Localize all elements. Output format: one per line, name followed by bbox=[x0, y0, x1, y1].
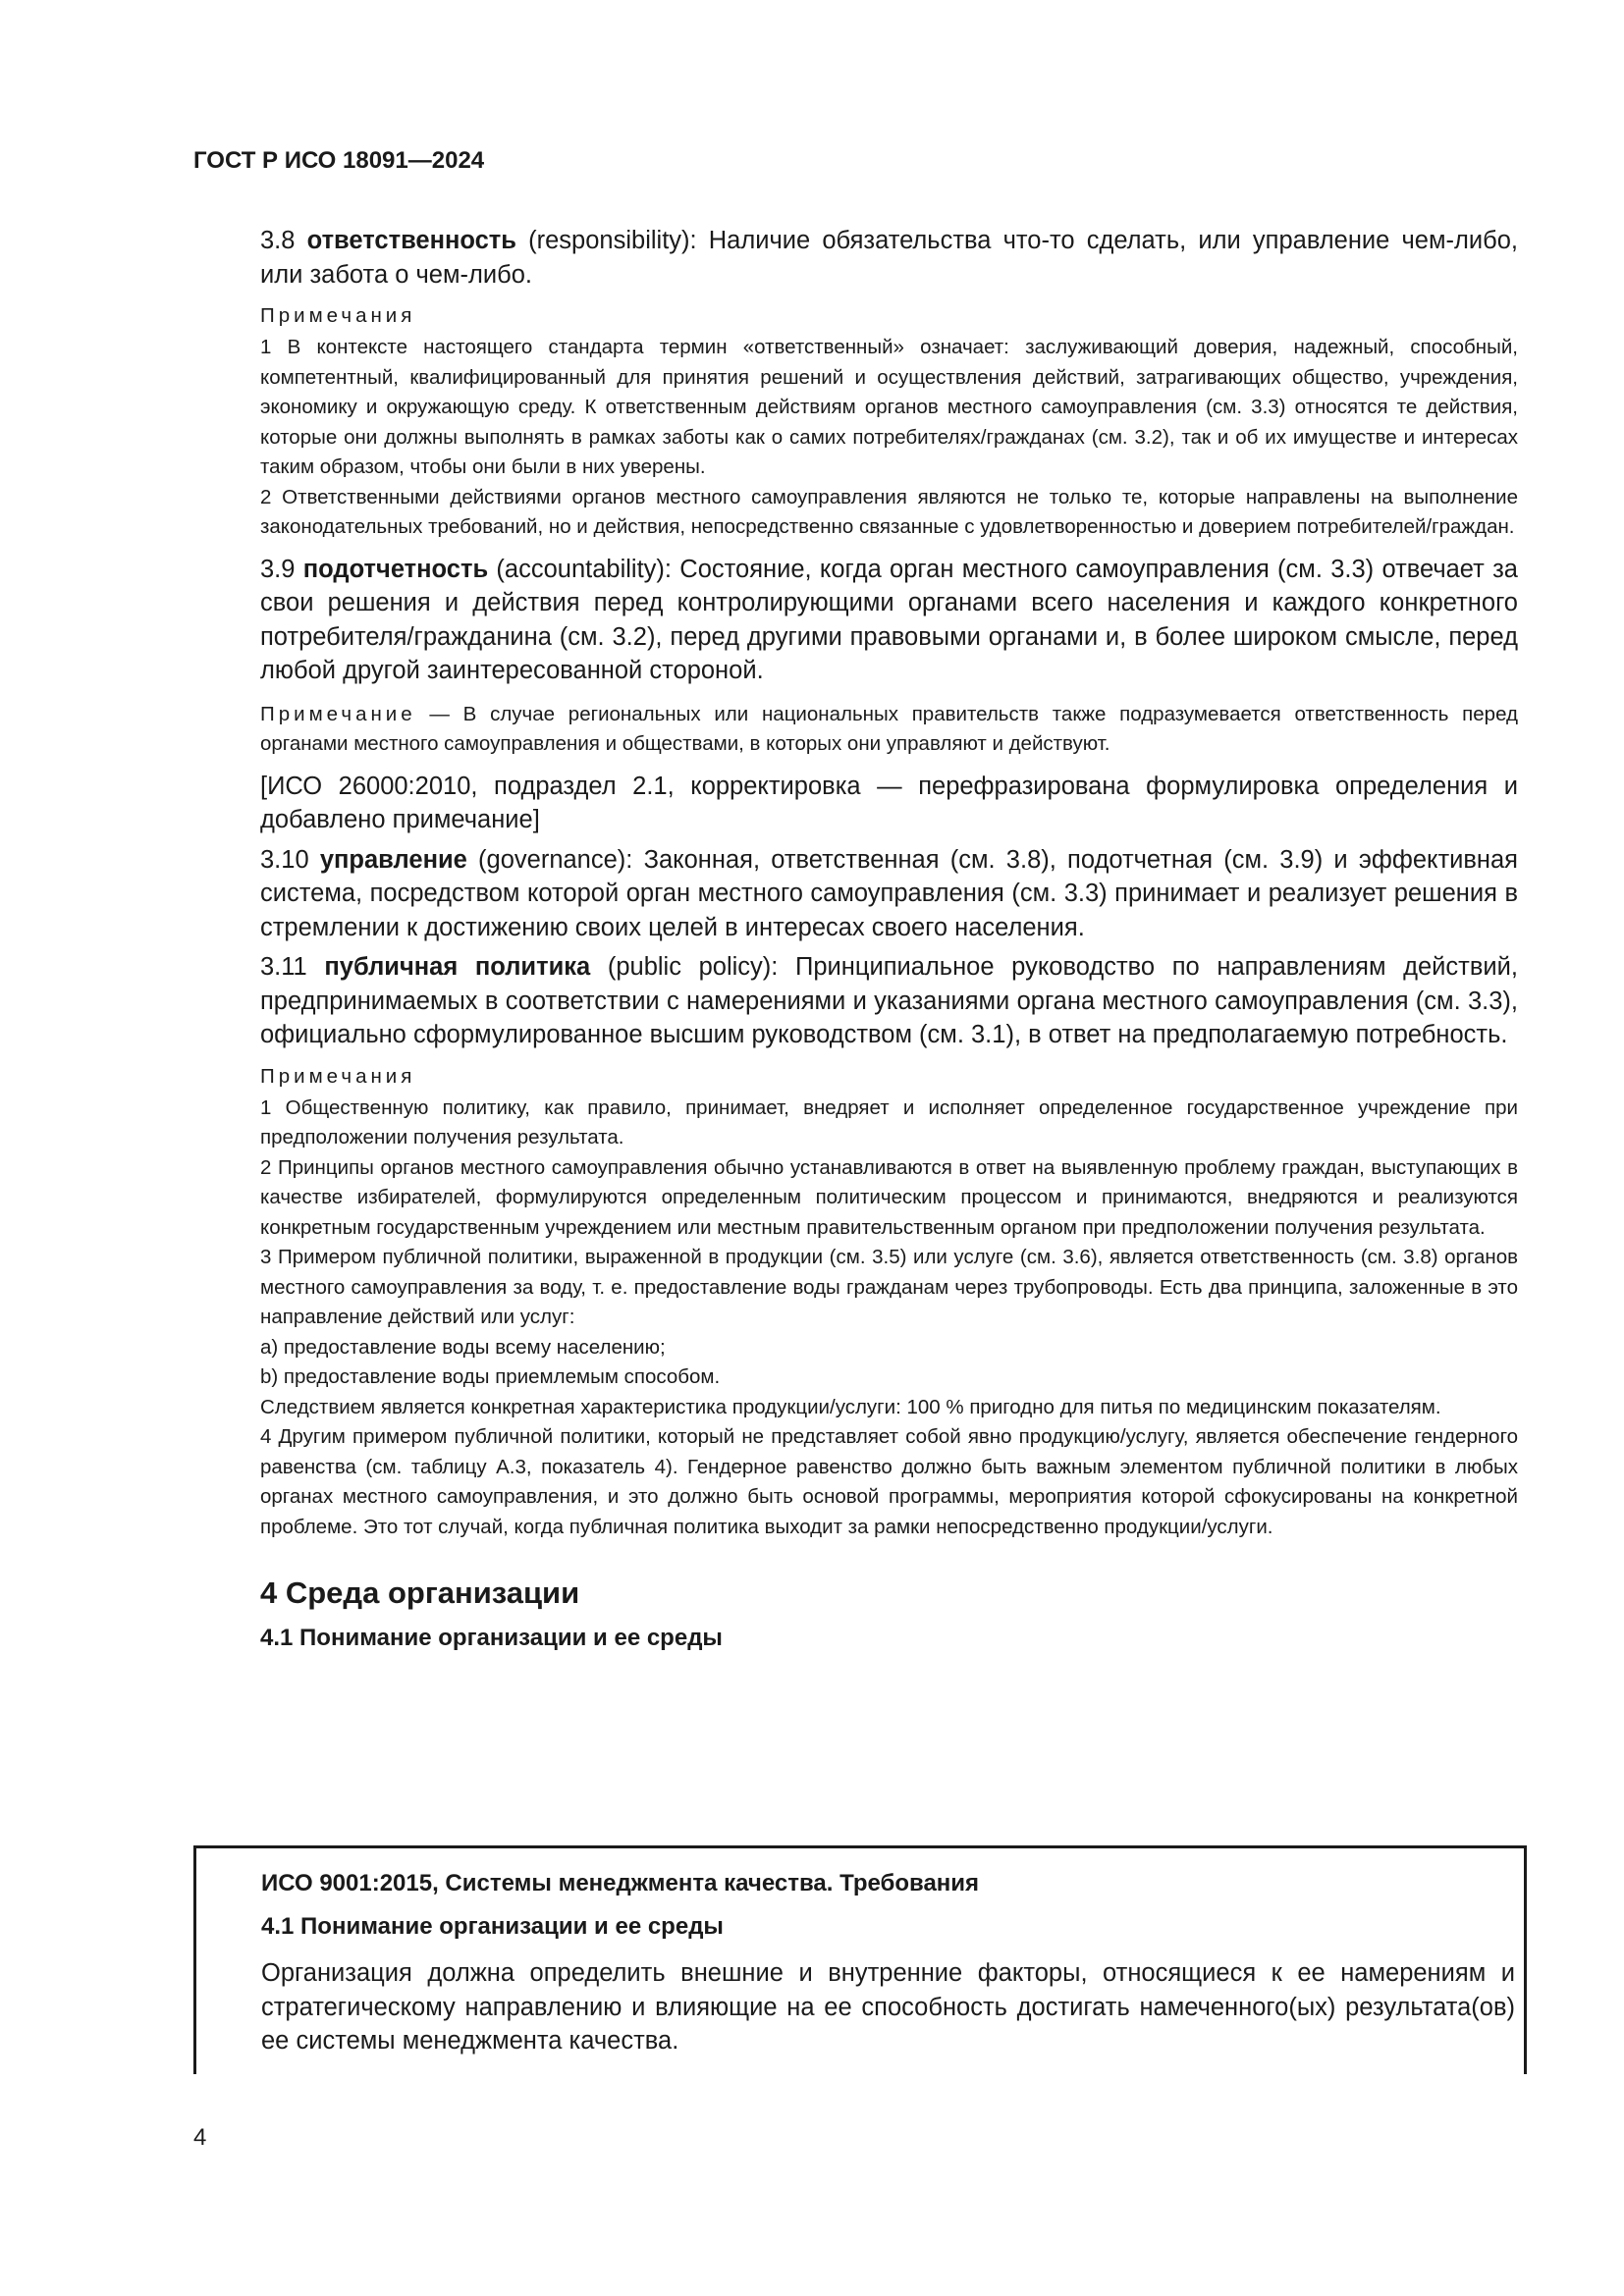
source-reference: [ИСО 26000:2010, подраздел 2.1, корректировка — перефразирована формулировка определения и добавлено примечание] bbox=[260, 772, 1518, 833]
page-header: ГОСТ Р ИСО 18091—2024 bbox=[193, 147, 485, 174]
section-heading: 4 Среда организации bbox=[260, 1575, 580, 1610]
term: подотчетность bbox=[302, 555, 489, 583]
term: управление bbox=[319, 845, 467, 874]
list-item: a) предоставление воды всему населению; bbox=[260, 1335, 666, 1359]
definition-3-8 bbox=[260, 224, 1518, 292]
note bbox=[260, 700, 1518, 760]
definition-text: (governance): Законная, ответственная (см. 3.8), подотчетная (см. 3.9) и эффективная система, посредством которой орган местного самоуправления (см. 3.3) принимает и реализует решения в стремлении к достижению своих целей в интересах своего населения. bbox=[260, 845, 1518, 941]
clause-number: 3.11 bbox=[260, 953, 307, 981]
iso-quote-box bbox=[193, 1845, 1527, 2074]
definition-3-9 bbox=[260, 553, 1518, 688]
clause-number: 3.8 bbox=[260, 227, 296, 254]
note-text: — В случае региональных или национальных правительств также подразумевается ответственность перед органами местного самоуправления и обществами, в которых они управляют и действуют. bbox=[260, 702, 1518, 755]
subsection-heading: 4.1 Понимание организации и ее среды bbox=[260, 1625, 723, 1651]
term: ответственность bbox=[306, 227, 516, 254]
box-text: Организация должна определить внешние и внутренние факторы, относящиеся к ее намерениям и стратегическому направлению и влияющие на ее способность достигать намеченного(ых) результата(ов) ее системы менеджмента качества. bbox=[261, 1959, 1515, 2055]
clause-number: 3.10 bbox=[260, 845, 309, 874]
list-item: b) предоставление воды приемлемым способом. bbox=[260, 1365, 721, 1388]
note: 2 Принципы органов местного самоуправления обычно устанавливаются в ответ на выявленную проблему граждан, выступающих в качестве избирателей, формулируются определенным политическим процессом и принимаются, внедряются и реализуются конкретным государственным учреждением или местным правительственным органом при предположении получения результата. bbox=[260, 1155, 1518, 1239]
note: 1 Общественную политику, как правило, принимает, внедряет и исполняет определенное государственное учреждение при предположении получения результата. bbox=[260, 1095, 1518, 1148]
term: публичная политика bbox=[324, 953, 591, 981]
definition-text: (accountability): Состояние, когда орган местного самоуправления (см. 3.3) отвечает за свои решения и действия перед контролирующими органами всего населения и каждого конкретного потребителя/гражданина (см. 3.2), перед другими правовыми органами и, в более широком смысле, перед любой другой заинтересованной стороной. bbox=[260, 555, 1518, 684]
definition-text: (public policy): Принципиальное руководство по направлениям действий, предпринимаемых в соответствии с намерениями и указаниями органа местного самоуправления (см. 3.3), официально сформулированное высшим руководством (см. 3.1), в ответ на предполагаемую потребность. bbox=[260, 953, 1518, 1048]
notes-label: Примечания bbox=[260, 1064, 416, 1088]
clause-number: 3.9 bbox=[260, 555, 296, 583]
note-label: Примечание bbox=[260, 702, 416, 725]
page-number: 4 bbox=[193, 2124, 207, 2151]
box-subheading: 4.1 Понимание организации и ее среды bbox=[261, 1913, 724, 1940]
note: 3 Примером публичной политики, выраженной в продукции (см. 3.5) или услуге (см. 3.6), является ответственность (см. 3.8) органов местного самоуправления за воду, т. е. предоставление воды гражданам через трубопроводы. Есть два принципа, заложенные в это направление действий или услуг: bbox=[260, 1246, 1518, 1328]
note: Следствием является конкретная характеристика продукции/услуги: 100 % пригодно для питья по медицинским показателям. bbox=[260, 1395, 1441, 1418]
document-body bbox=[260, 224, 1518, 1668]
note: 1 В контексте настоящего стандарта термин «ответственный» означает: заслуживающий доверия, надежный, способный, компетентный, квалифицированный для принятия решений и осуществления действий, затрагивающих общество, учреждения, экономику и окружающую среду. К ответственным действиям органов местного самоуправления (см. 3.3) относятся те действия, которые они должны выполнять в рамках заботы как о самих потребителях/гражданах (см. 3.2), так и об их имуществе и интересах таким образом, чтобы они были в них уверены. bbox=[260, 336, 1518, 478]
box-title: ИСО 9001:2015, Системы менеджмента качества. Требования bbox=[261, 1870, 980, 1896]
note: 2 Ответственными действиями органов местного самоуправления являются не только те, которые направлены на выполнение законодательных требований, но и действия, непосредственно связанные с удовлетворенностью и доверием потребителей/граждан. bbox=[260, 485, 1518, 538]
definition-3-11 bbox=[260, 950, 1518, 1052]
notes-label: Примечания bbox=[260, 304, 416, 327]
definition-3-10 bbox=[260, 843, 1518, 945]
note: 4 Другим примером публичной политики, который не представляет собой явно продукцию/услугу, является обеспечение гендерного равенства (см. таблицу А.3, показатель 4). Гендерное равенство должно быть важным элементом публичной политики в любых органах местного самоуправления, и это должно быть основой программы, мероприятия которой сфокусированы на конкретной проблеме. Это тот случай, когда публичная политика выходит за рамки непосредственно продукции/услуги. bbox=[260, 1425, 1518, 1538]
definition-text: (responsibility): Наличие обязательства что-то сделать, или управление чем-либо, или забота о чем-либо. bbox=[260, 227, 1519, 289]
